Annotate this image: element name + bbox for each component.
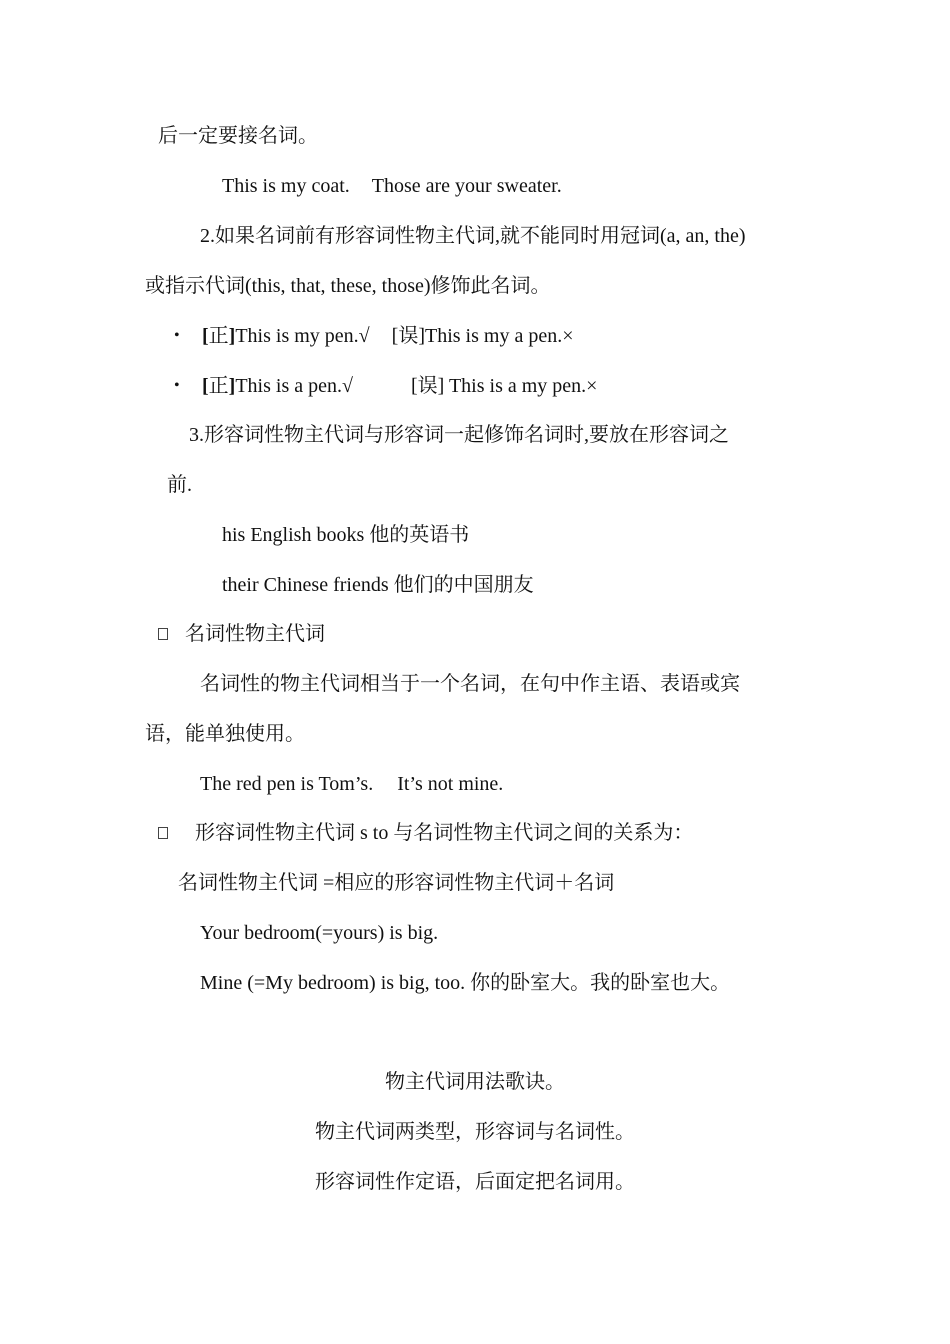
section-heading-nominal: 名词性物主代词 (185, 623, 325, 645)
wrong-example: This is a my pen.× (444, 375, 598, 397)
example-line-18: Mine (=My bedroom) is big, too. 你的卧室大。我的卧室也大。 (200, 972, 731, 994)
rule-2-line-2: 或指示代词(this, that, these, those)修饰此名词。 (145, 275, 551, 297)
correct-example: This is my pen.√ (235, 325, 370, 347)
empty-box-icon (158, 827, 168, 839)
example-a: This is my coat. (222, 175, 350, 197)
wrong-tag: 误 (398, 325, 419, 347)
section-heading-relation: 形容词性物主代词 s to 与名词性物主代词之间的关系为： (195, 822, 694, 844)
correct-wrong-line-2: [正]This is a pen.√ [误] This is a my pen.× (202, 375, 598, 397)
wrong-example: This is my a pen.× (425, 325, 574, 347)
bullet-dot-icon: • (174, 327, 180, 344)
example-b: Those are your sweater. (371, 175, 562, 197)
correct-wrong-line-1: [正]This is my pen.√ [误]This is my a pen.× (202, 325, 574, 347)
example-line-9: his English books 他的英语书 (222, 524, 470, 546)
correct-example: This is a pen.√ (235, 375, 353, 397)
text-line-12: 名词性的物主代词相当于一个名词，在句中作主语、表语或宾 (200, 673, 740, 695)
rule-3-line-1: 3.形容词性物主代词与形容词一起修饰名词时,要放在形容词之 (189, 424, 729, 446)
example-line-14 (200, 771, 503, 797)
example-a: The red pen is Tom’s. (200, 773, 374, 795)
text-line-1: 后一定要接名词。 (158, 125, 318, 147)
rule-3-line-2: 前. (167, 474, 192, 496)
bullet-dot-icon: • (174, 377, 180, 394)
example-line-17: Your bedroom(=yours) is big. (200, 922, 439, 944)
rhyme-title: 物主代词用法歌诀。 (385, 1071, 565, 1093)
rule-2-line-1: 2.如果名词前有形容词性物主代词,就不能同时用冠词(a, an, the) (200, 225, 746, 247)
empty-box-icon (158, 628, 168, 640)
example-line-10: their Chinese friends 他们的中国朋友 (222, 574, 534, 596)
correct-tag: 正 (208, 375, 229, 397)
example-b: It’s not mine. (397, 773, 504, 795)
rhyme-line-1: 物主代词两类型，形容词与名词性。 (315, 1121, 635, 1143)
rhyme-line-2: 形容词性作定语，后面定把名词用。 (315, 1171, 635, 1193)
text-line-16: 名词性物主代词 =相应的形容词性物主代词＋名词 (178, 872, 615, 894)
example-line-2 (222, 173, 562, 199)
correct-tag: 正 (208, 325, 229, 347)
text-line-13: 语，能单独使用。 (145, 723, 305, 745)
wrong-tag: 误 (417, 375, 438, 397)
